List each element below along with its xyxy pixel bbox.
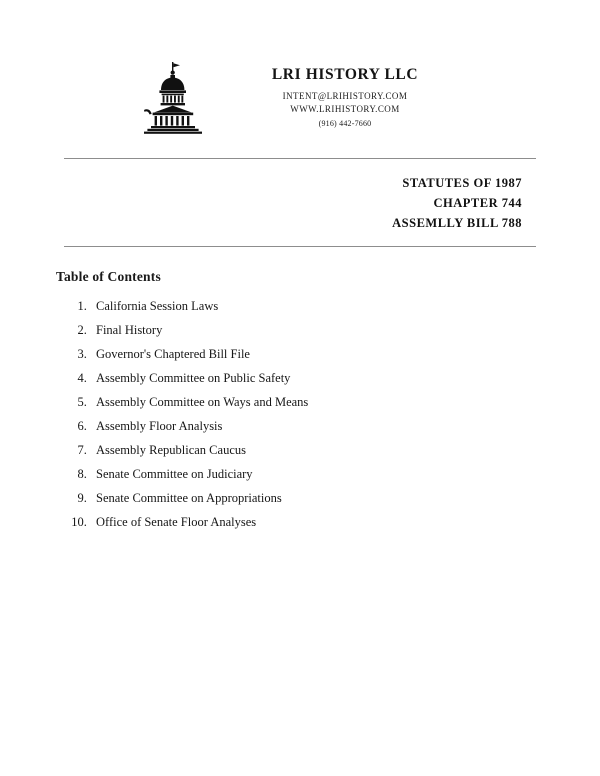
toc-title: Table of Contents — [56, 269, 161, 284]
toc-item-label: Assembly Committee on Public Safety — [96, 371, 291, 385]
brand-block — [220, 52, 470, 128]
list-item[interactable] — [90, 299, 600, 323]
list-item[interactable] — [90, 467, 600, 491]
list-item[interactable] — [90, 323, 600, 347]
list-item[interactable] — [90, 395, 600, 419]
company-email: INTENT@LRIHISTORY.COM — [282, 91, 408, 101]
statute-bill-line: ASSEMLLY BILL 788 — [392, 216, 522, 230]
statute-chapter-line: CHAPTER 744 — [433, 196, 522, 210]
list-item[interactable] — [90, 419, 600, 443]
list-item[interactable] — [90, 371, 600, 395]
company-phone: (916) 442-7660 — [318, 119, 372, 128]
capitol-dome-logo-icon — [130, 62, 216, 134]
toc-item-label: California Session Laws — [96, 299, 219, 313]
toc-item-label: Senate Committee on Judiciary — [96, 467, 253, 481]
toc-item-label: Assembly Committee on Ways and Means — [96, 395, 309, 409]
list-item[interactable] — [90, 491, 600, 515]
toc-item-label: Office of Senate Floor Analyses — [96, 515, 257, 529]
toc-item-label: Governor's Chaptered Bill File — [96, 347, 250, 361]
list-item[interactable] — [90, 443, 600, 467]
letterhead — [0, 0, 600, 134]
toc-list — [56, 299, 600, 539]
table-of-contents — [0, 247, 600, 539]
statute-year-line: STATUTES OF 1987 — [402, 176, 522, 190]
toc-item-label: Final History — [96, 323, 163, 337]
toc-item-label: Assembly Floor Analysis — [96, 419, 223, 433]
statute-heading — [0, 159, 600, 233]
list-item[interactable] — [90, 515, 600, 539]
company-name: LRI HISTORY LLC — [271, 66, 419, 83]
toc-item-label: Senate Committee on Appropriations — [96, 491, 282, 505]
toc-item-label: Assembly Republican Caucus — [96, 443, 246, 457]
list-item[interactable] — [90, 347, 600, 371]
company-website: WWW.LRIHISTORY.COM — [290, 104, 400, 114]
